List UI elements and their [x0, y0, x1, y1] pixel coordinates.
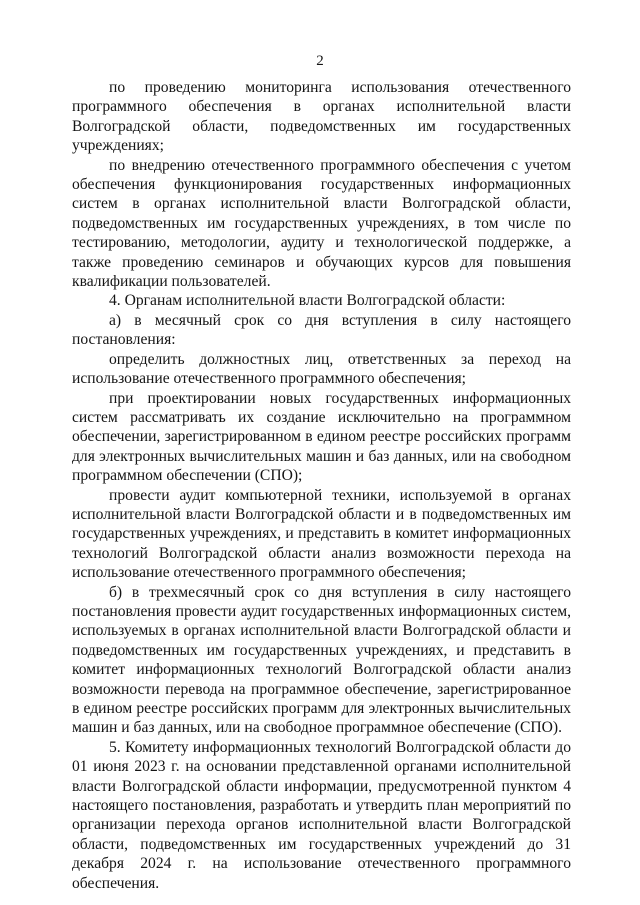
paragraph-new-systems-design: при проектировании новых государственных информационных систем рассматривать их создание исключительно на программном обеспечении, зарегистрированном в едином реестре российских программ для электронных вычислительных машин и баз данных, или на свободном программном обеспечении (СПО); — [72, 389, 571, 485]
paragraph-item-5: 5. Комитету информационных технологий Волгоградской области до 01 июня 2023 г. на основании представленной органами исполнительной власти Волгоградской области информации, предусмотренной пунктом 4 настоящего постановления, разработать и утвердить план мероприятий по организации перехода органов исполнительной власти Волгоградской области, подведомственных им государственных учреждений до 31 декабря 2024 г. на использование отечественного программного обеспечения. — [72, 738, 571, 892]
paragraph-item-4b: б) в трехмесячный срок со дня вступления в силу настоящего постановления провести аудит государственных информационных систем, используемых в органах исполнительной власти Волгоградской области и подведомственных им государственных учреждениях, и представить в комитет информационных технологий Волгоградской области анализ возможности перевода на программное обеспечение, зарегистрированное в едином реестре российских программ для электронных вычислительных машин и баз данных, или на свободное программное обеспечение (СПО). — [72, 583, 571, 737]
document-body — [72, 78, 571, 893]
paragraph-responsible-persons: определить должностных лиц, ответственных за переход на использование отечественного программного обеспечения; — [72, 350, 571, 388]
paragraph-implementation: по внедрению отечественного программного обеспечения с учетом обеспечения функционирования государственных информационных систем в органах исполнительной власти Волгоградской области, подведомственных им государственных учреждениях, в том числе по тестированию, методологии, аудиту и технологической поддержке, а также проведению семинаров и обучающих курсов для повышения квалификации пользователей. — [72, 156, 571, 291]
paragraph-item-4a: а) в месячный срок со дня вступления в силу настоящего постановления: — [72, 311, 571, 349]
paragraph-hardware-audit: провести аудит компьютерной техники, используемой в органах исполнительной власти Волгоградской области и в подведомственных им государственных учреждениях, и представить в комитет информационных технологий Волгоградской области анализ возможности перехода на использование отечественного программного обеспечения; — [72, 486, 571, 582]
page-number: 2 — [316, 53, 324, 69]
paragraph-item-4-heading: 4. Органам исполнительной власти Волгоградской области: — [109, 292, 506, 310]
paragraph-monitoring: по проведению мониторинга использования отечественного программного обеспечения в органах исполнительной власти Волгоградской области, подведомственных им государственных учреждениях; — [72, 79, 571, 155]
